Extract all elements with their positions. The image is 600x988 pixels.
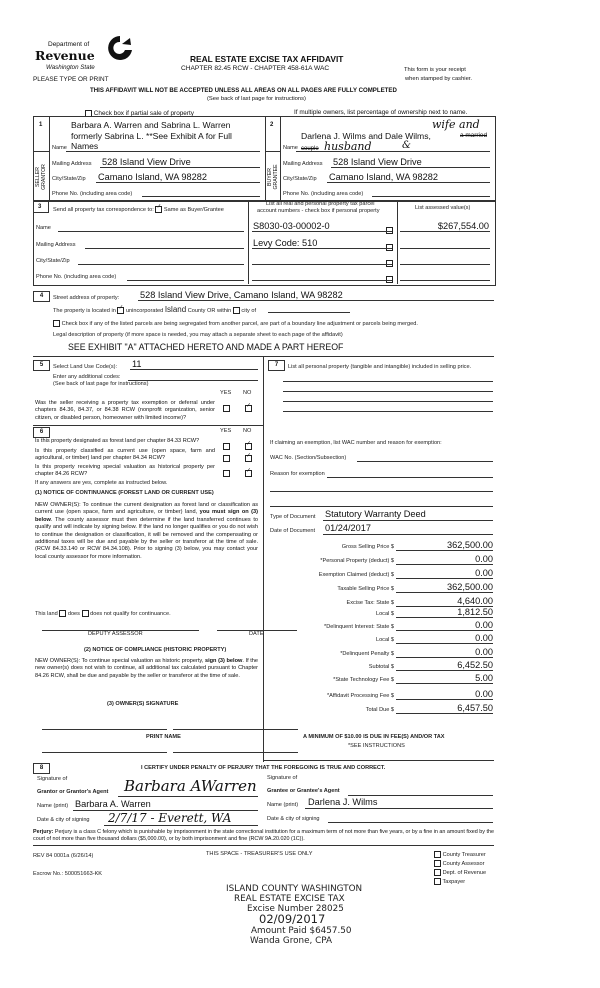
personal-property-line[interactable]: [283, 381, 493, 382]
rev-number: REV 84 0001a (6/26/14): [33, 853, 94, 859]
s3-city-field[interactable]: [78, 264, 244, 265]
no-checkbox[interactable]: [245, 443, 252, 450]
grantee-date-city-label: Date & city of signing: [267, 816, 320, 822]
seller-phone-label: Phone No. (including area code): [52, 191, 133, 197]
amount-value[interactable]: 0.00: [475, 633, 493, 643]
notice2-text: NEW OWNER(S): To continue special valuation as historic property, sign (3) below. If the new owner(s) does not wish to continue, all additional tax calculated pursuant to Chapter 84.26 RCW, shall be due and payable by the seller or transferor at the time of sale.: [35, 658, 258, 679]
seller-name-2[interactable]: formerly Sabrina L. **See Exhibit A for Full: [71, 131, 232, 141]
see-instructions: *SEE INSTRUCTIONS: [348, 743, 405, 749]
amount-label: *Delinquent Penalty $: [340, 651, 394, 657]
section-8-num: 8: [33, 763, 50, 774]
print-name-label: PRINT NAME: [146, 734, 181, 740]
land-use-label: Select Land Use Code(s):: [53, 364, 118, 370]
personal-property-label: List all personal property (tangible and intangible) included in selling price.: [288, 364, 472, 370]
multiple-owners-note: If multiple owners, list percentage of ownership next to name.: [294, 109, 468, 116]
seller-city-label: City/State/Zip: [52, 176, 86, 182]
grantor-date-city-label: Date & city of signing: [37, 817, 90, 823]
owner-print-line[interactable]: [173, 752, 298, 753]
seller-mailing[interactable]: 528 Island View Drive: [102, 157, 191, 167]
parcel-number[interactable]: Levy Code: 510: [253, 238, 318, 248]
notice1-text: NEW OWNER(S): To continue the current designation as forest land or classification as current use (open space, farm and agriculture, or timber) land, you must sign on (3) below. The county assessor must then determine if the land transferred continues to qualify and will indicate by signing below. If the land no longer qualifies or you do not wish to continue the designation or classification, it will be removed and the compensating or additional taxes will be due and payable by the seller or transferor at the time of sale. (RCW 84.33.140 or RCW 84.34.108). Prior to signing (3) below, you may contact your local county assessor for more information.: [35, 502, 259, 560]
seller-city[interactable]: Camano Island, WA 98282: [98, 172, 207, 182]
s3-mailing-field[interactable]: [85, 248, 244, 249]
no-header: NO: [243, 390, 252, 396]
yes-checkbox[interactable]: [223, 470, 230, 477]
grantee-signature-of: Signature of: [267, 775, 298, 781]
section-2-num: 2: [270, 122, 274, 128]
buyer-phone-field[interactable]: [372, 196, 490, 197]
s3-name-field[interactable]: [58, 231, 244, 232]
amount-label: *Affidavit Processing Fee $: [326, 693, 394, 699]
yes-checkbox[interactable]: [223, 443, 230, 450]
no-checkbox[interactable]: [245, 455, 252, 462]
parcel-header-1: List all real and personal property tax parcel: [266, 201, 375, 207]
receipt-note-2: when stamped by cashier.: [405, 76, 473, 82]
county-name: Island: [164, 305, 187, 314]
minimum-note: A MINIMUM OF $10.00 IS DUE IN FEE(S) AND/OR TAX: [303, 734, 445, 740]
wac-field[interactable]: [357, 461, 493, 462]
no-header: NO: [243, 428, 252, 434]
certify-statement: I CERTIFY UNDER PENALTY OF PERJURY THAT THE FOREGOING IS TRUE AND CORRECT.: [141, 765, 386, 771]
buyer-mailing-label: Mailing Address: [283, 161, 323, 167]
logo-revenue: Revenue: [35, 48, 95, 63]
grantee-date-city-field[interactable]: [328, 822, 493, 823]
section-5-num: 5: [33, 360, 50, 371]
amount-value[interactable]: 0.00: [475, 689, 493, 699]
warning: THIS AFFIDAVIT WILL NOT BE ACCEPTED UNLESS ALL AREAS ON ALL PAGES ARE FULLY COMPLETED: [90, 87, 397, 94]
stamp-tax: REAL ESTATE EXCISE TAX: [234, 894, 345, 904]
s3-phone-field[interactable]: [127, 280, 244, 281]
amount-label: Local $: [375, 637, 394, 643]
escrow-number: Escrow No.: 500051663-KK: [33, 871, 103, 877]
assessed-header: List assessed value(s): [415, 205, 471, 211]
seller-phone-field[interactable]: [142, 196, 260, 197]
amount-value[interactable]: 0.00: [475, 568, 493, 578]
amount-value[interactable]: 0.00: [475, 620, 493, 630]
section-3-num: 3: [38, 204, 42, 210]
historic-question: Is this property receiving special valuation as historical property per chapter 84.26 RCW?: [35, 464, 215, 478]
exemption-label: If claiming an exemption, list WAC number and reason for exemption:: [270, 440, 442, 446]
seller-grantor-label: SELLER GRANTOR: [35, 164, 47, 190]
date-label: DATE: [249, 631, 264, 637]
owner-signature-line[interactable]: [173, 729, 298, 730]
owner-print-line[interactable]: [42, 752, 167, 753]
wac-label: WAC No. (Section/Subsection): [270, 455, 347, 461]
section-6-num: 6: [33, 427, 50, 438]
section-4-num: 4: [33, 291, 50, 302]
amount-label: Subtotal $: [368, 664, 394, 670]
amount-value[interactable]: 362,500.00: [447, 540, 493, 550]
city-of-field[interactable]: [268, 312, 350, 313]
located-line: The property is located in ✓ unincorporated Island County OR within city of: [53, 306, 256, 315]
continuance-line: This land does does not qualify for continuance.: [35, 610, 171, 617]
buyer-handwritten-3: &: [402, 140, 411, 151]
form-title: REAL ESTATE EXCISE TAX AFFIDAVIT: [190, 54, 344, 64]
owner-signature-title: (3) OWNER(S) SIGNATURE: [107, 701, 179, 707]
buyer-grantee-label: BUYER GRANTEE: [267, 164, 279, 190]
parcel-header-2: account numbers - check box if personal property: [257, 208, 380, 214]
unincorporated-checkbox[interactable]: [117, 307, 124, 314]
amount-value[interactable]: 5.00: [475, 673, 493, 683]
notice1-title: (1) NOTICE OF CONTINUANCE (FOREST LAND OR CURRENT USE): [35, 490, 214, 496]
buyer-handwritten-2: husband: [324, 140, 372, 153]
grantor-date-city[interactable]: 2/7/17 - Everett, WA: [108, 811, 232, 825]
amount-value[interactable]: 362,500.00: [447, 582, 493, 592]
same-as-buyer-checkbox[interactable]: [155, 206, 162, 213]
dor-logo-icon: [106, 34, 133, 62]
assessed-value[interactable]: $267,554.00: [437, 221, 489, 231]
receipt-note-1: This form is your receipt: [404, 67, 466, 73]
doc-date[interactable]: 01/24/2017: [325, 523, 371, 533]
seller-mailing-label: Mailing Address: [52, 161, 92, 167]
amount-label: Exemption Claimed (deduct) $: [318, 572, 394, 578]
yes-header: YES: [220, 390, 232, 396]
copy-county-assessor: County Assessor: [434, 860, 485, 868]
logo-dept: Department of: [48, 41, 90, 48]
stamp-county: ISLAND COUNTY WASHINGTON: [226, 884, 363, 894]
section-1-num: 1: [39, 122, 43, 128]
personal-property-line[interactable]: [283, 411, 493, 412]
grantor-name[interactable]: Barbara A. Warren: [75, 799, 151, 809]
amount-value[interactable]: 4,640.00: [457, 596, 493, 606]
exemption-question: Was the seller receiving a property tax exemption or deferral under chapters 84.36, 84.37, or 84.38 RCW (nonprofit organization, senior citizen, or disabled person, homeowner with limited income)?: [35, 400, 215, 421]
grantor-agent-label: Grantor or Grantor's Agent: [37, 789, 109, 795]
doc-type[interactable]: Statutory Warranty Deed: [325, 509, 426, 519]
no-checkbox[interactable]: [245, 470, 252, 477]
copy-dept-revenue: Dept. of Revenue: [434, 869, 486, 877]
additional-codes-label: Enter any additional codes:: [53, 374, 121, 380]
yes-checkbox[interactable]: [223, 455, 230, 462]
amount-label: *State Technology Fee $: [333, 677, 394, 683]
buyer-name-1[interactable]: Darlena J. Wilms and Dale Wilms,: [301, 131, 431, 141]
land-use-code[interactable]: 11: [132, 359, 142, 369]
if-yes-note: If any answers are yes, complete as instructed below.: [35, 480, 168, 486]
grantor-signature-of: Signature of: [37, 776, 68, 782]
s3-mailing-label: Mailing Address: [36, 242, 76, 248]
amount-value[interactable]: 0.00: [475, 554, 493, 564]
amount-value[interactable]: 6,452.50: [457, 660, 493, 670]
amount-label: *Delinquent Interest: State $: [324, 624, 394, 630]
s5-see-back: (See back of last page for instructions): [53, 381, 149, 387]
grantee-agent-label: Grantee or Grantee's Agent: [267, 788, 340, 794]
reason-field[interactable]: [327, 477, 493, 478]
s3-name-label: Name: [36, 225, 51, 231]
grantor-signature[interactable]: Barbara AWarren: [124, 777, 257, 795]
amount-label: *Personal Property (deduct) $: [320, 558, 394, 564]
stamp-date: 02/09/2017: [259, 912, 326, 926]
buyer-phone-label: Phone No. (including area code): [283, 191, 364, 197]
legal-description[interactable]: SEE EXHIBIT "A" ATTACHED HERETO AND MADE A PART HEREOF: [68, 342, 344, 352]
amount-label: Taxable Selling Price $: [337, 586, 394, 592]
partial-sale-label: Check box if partial sale of property: [93, 110, 194, 118]
street-address[interactable]: 528 Island View Drive, Camano Island, WA 98282: [140, 290, 343, 300]
yes-header: YES: [220, 428, 232, 434]
stamp-excise-number: Excise Number 28025: [247, 904, 344, 914]
perjury-notice: Perjury: Perjury is a class C felony which is punishable by imprisonment in the state correctional institution for a maximum term of not more than five years, or by a fine in an amount fixed by the court of not more than five thousand dollars ($5,000.00), or by both imprisonment and fine (RCW 9A.20.020 (1C)).: [33, 829, 494, 842]
please-type: PLEASE TYPE OR PRINT: [33, 76, 109, 83]
form-chapter: CHAPTER 82.45 RCW - CHAPTER 458-61A WAC: [181, 65, 330, 72]
buyer-city[interactable]: Camano Island, WA 98282: [329, 172, 438, 182]
personal-property-line[interactable]: [283, 391, 493, 392]
s3-phone-label: Phone No. (including area code): [36, 274, 117, 280]
doc-date-label: Date of Document: [270, 528, 316, 534]
copy-taxpayer: Taxpayer: [434, 878, 465, 886]
segregated-checkbox[interactable]: Check box if any of the listed parcels are being segregated from another parcel, are part of a boundary line adjustment or parcels being merged.: [53, 320, 418, 328]
amount-label: Local $: [375, 611, 394, 617]
does-not-checkbox[interactable]: [82, 610, 89, 617]
logo-state: Washington State: [46, 64, 95, 71]
notice2-title: (2) NOTICE OF COMPLIANCE (HISTORIC PROPERTY): [84, 647, 227, 653]
buyer-mailing[interactable]: 528 Island View Drive: [333, 157, 422, 167]
grantee-signature-line[interactable]: [348, 795, 493, 796]
buyer-struck-1: a married: [460, 132, 487, 139]
owner-signature-line[interactable]: [42, 729, 167, 730]
seller-name-3[interactable]: Names: [71, 141, 99, 151]
amount-value[interactable]: 6,457.50: [457, 703, 493, 713]
parcel-number[interactable]: S8030-03-00002-0: [253, 221, 330, 231]
amount-value[interactable]: 0.00: [475, 647, 493, 657]
section-7-num: 7: [268, 360, 285, 371]
send-correspondence: Send all property tax correspondence to: ✓ Same as Buyer/Grantee: [53, 206, 224, 214]
yes-checkbox[interactable]: [223, 405, 230, 412]
current-use-question: Is this property classified as current use (open space, farm and agricultural, or timber) land per chapter 84.34 RCW?: [35, 448, 215, 462]
forest-question: Is this property designated as forest land per chapter 84.33 RCW?: [35, 438, 200, 444]
seller-name-1[interactable]: Barbara A. Warren and Sabrina L. Warren: [71, 120, 231, 130]
amount-label: Excise Tax: State $: [346, 600, 394, 606]
no-checkbox[interactable]: [245, 405, 252, 412]
treasurer-use: THIS SPACE - TREASURER'S USE ONLY: [206, 851, 313, 857]
reason-label: Reason for exemption: [270, 471, 325, 477]
stamp-signer: Wanda Grone, CPA: [250, 936, 332, 946]
stamp-amount: Amount Paid $6457.50: [251, 926, 352, 936]
amount-label: Gross Selling Price $: [341, 544, 394, 550]
does-checkbox[interactable]: [59, 610, 66, 617]
see-back: (See back of last page for instructions): [207, 96, 306, 102]
seller-name-label: Name: [52, 145, 67, 151]
amount-label: Total Due $: [365, 707, 394, 713]
copy-county-treasurer: County Treasurer: [434, 851, 486, 859]
buyer-name-label: Name: [283, 145, 298, 151]
grantor-name-label: Name (print): [37, 803, 69, 809]
city-checkbox[interactable]: [233, 307, 240, 314]
buyer-handwritten-1: wife and: [432, 118, 480, 131]
grantee-name-label: Name (print): [267, 802, 299, 808]
personal-property-line[interactable]: [283, 401, 493, 402]
doc-type-label: Type of Document: [270, 514, 316, 520]
buyer-city-label: City/State/Zip: [283, 176, 317, 182]
amount-value[interactable]: 1,812.50: [457, 607, 493, 617]
s3-city-label: City/State/Zip: [36, 258, 70, 264]
legal-label: Legal description of property (if more space is needed, you may attach a separate sheet to each page of the affidavit): [53, 332, 343, 338]
street-label: Street address of property:: [53, 295, 120, 301]
grantee-name[interactable]: Darlena J. Wilms: [308, 797, 378, 807]
deputy-assessor-label: DEPUTY ASSESSOR: [88, 631, 143, 637]
buyer-struck-2: couple: [301, 146, 319, 152]
